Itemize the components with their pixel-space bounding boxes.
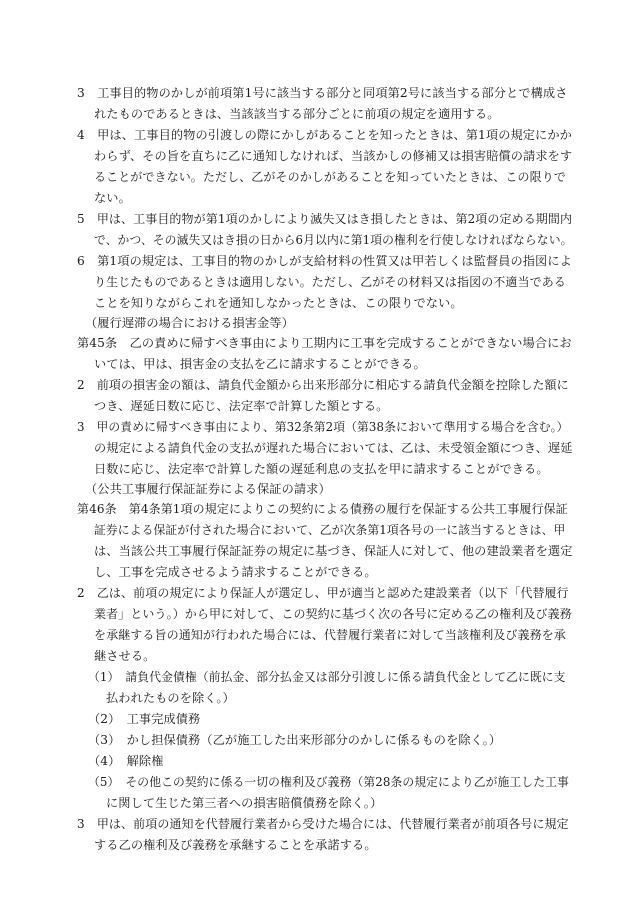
article-line: 第46条 第4条第1項の規定によりこの契約による債務の履行を保証する公共工事履行保証	[77, 502, 568, 516]
text-line: で、かつ、その滅失又はき損の日から6月以内に第1項の権利を行使しなければならない。	[94, 233, 573, 247]
text-line: ない。	[94, 191, 131, 205]
text-line: を承継する旨の通知が行われた場合には、代替履行業者に対して当該権利及び義務を承	[94, 628, 566, 642]
text-line: し、工事を完成させるよう請求することができる。	[94, 565, 377, 579]
text-line: 証券による保証が付された場合において、乙が次条第1項各号の一に該当するときは、甲	[94, 523, 566, 537]
text-line: 6 第1項の規定は、工事目的物のかしが支給材料の性質又は甲若しくは監督員の指図によ	[77, 254, 572, 268]
text-line: 4 甲は、工事目的物の引渡しの際にかしがあることを知ったときは、第1項の規定にかか	[77, 128, 572, 142]
text-line: の規定による請負代金の支払が遅れた場合においては、乙は、未受領金額につき、遅延	[94, 441, 573, 455]
list-item: （5） その他この契約に係る一切の権利及び義務（第28条の規定により乙が施工した工事	[88, 775, 569, 789]
text-line: わらず、その旨を直ちに乙に通知しなければ、当該かしの修補又は損害賠償の請求をす	[94, 149, 573, 163]
text-line: り生じたものであるときは適用しない。ただし、乙がその材料又は指図の不適当である	[94, 275, 566, 289]
text-line: する乙の権利及び義務を承継することを承諾する。	[94, 838, 377, 852]
text-line: 2 前項の損害金の額は、請負代金額から出来形部分に相応する請負代金額を控除した額に	[77, 378, 569, 392]
text-line: 2 乙は、前項の規定により保証人が選定し、甲が適当と認めた建設業者（以下「代替履行	[77, 586, 569, 600]
text-line: 3 甲は、前項の通知を代替履行業者から受けた場合には、代替履行業者が前項各号に規定	[77, 817, 569, 831]
section-heading: （履行遅滞の場合における損害金等）	[85, 316, 294, 330]
list-item-continuation: 払われたものを除く。）	[106, 691, 235, 705]
text-line: ことを知りながらこれを通知しなかったときは、この限りでない。	[94, 296, 463, 310]
text-line: 3 甲の責めに帰すべき事由により、第32条第2項（第38条において準用する場合を含む。）	[77, 420, 569, 434]
text-line: れたものであるときは、当該該当する部分ごとに前項の規定を適用する。	[94, 107, 500, 121]
text-line: 継させる。	[94, 649, 156, 663]
text-line: つき、遅延日数に応じ、法定率で計算した額とする。	[94, 399, 389, 413]
list-item: （4） 解除権	[88, 754, 164, 768]
text-line: 5 甲は、工事目的物が第1項のかしにより滅失又はき損したときは、第2項の定める期間内	[77, 212, 573, 226]
text-line: は、当該公共工事履行保証証券の規定に基づき、保証人に対して、他の建設業者を選定	[94, 544, 573, 558]
article-line: 第45条 乙の責めに帰すべき事由により工期内に工事を完成することができない場合にお	[77, 336, 572, 350]
list-item: （2） 工事完成債務	[88, 712, 201, 726]
text-line: ることができない。ただし、乙がそのかしがあることを知っていたときは、この限りで	[94, 170, 566, 184]
list-item-continuation: に関して生じた第三者への損害賠償債務を除く。）	[106, 796, 383, 810]
text-line: いては、甲は、損害金の支払を乙に請求することができる。	[94, 357, 426, 371]
text-line: 業者」という。）から甲に対して、この契約に基づく次の各号に定める乙の権利及び義務	[94, 607, 572, 621]
list-item: （1） 請負代金債権（前払金、部分払金又は部分引渡しに係る請負代金として乙に既に支	[88, 670, 566, 684]
text-line: 3 工事目的物のかしが前項第1号に該当する部分と同項第2号に該当する部分とで構成さ	[77, 86, 568, 100]
text-line: 日数に応じ、法定率で計算した額の遅延利息の支払を甲に請求することができる。	[94, 462, 549, 476]
list-item: （3） かし担保債務（乙が施工した出来形部分のかしに係るものを除く。）	[88, 733, 502, 747]
section-heading: （公共工事履行保証証券による保証の請求）	[85, 482, 331, 496]
